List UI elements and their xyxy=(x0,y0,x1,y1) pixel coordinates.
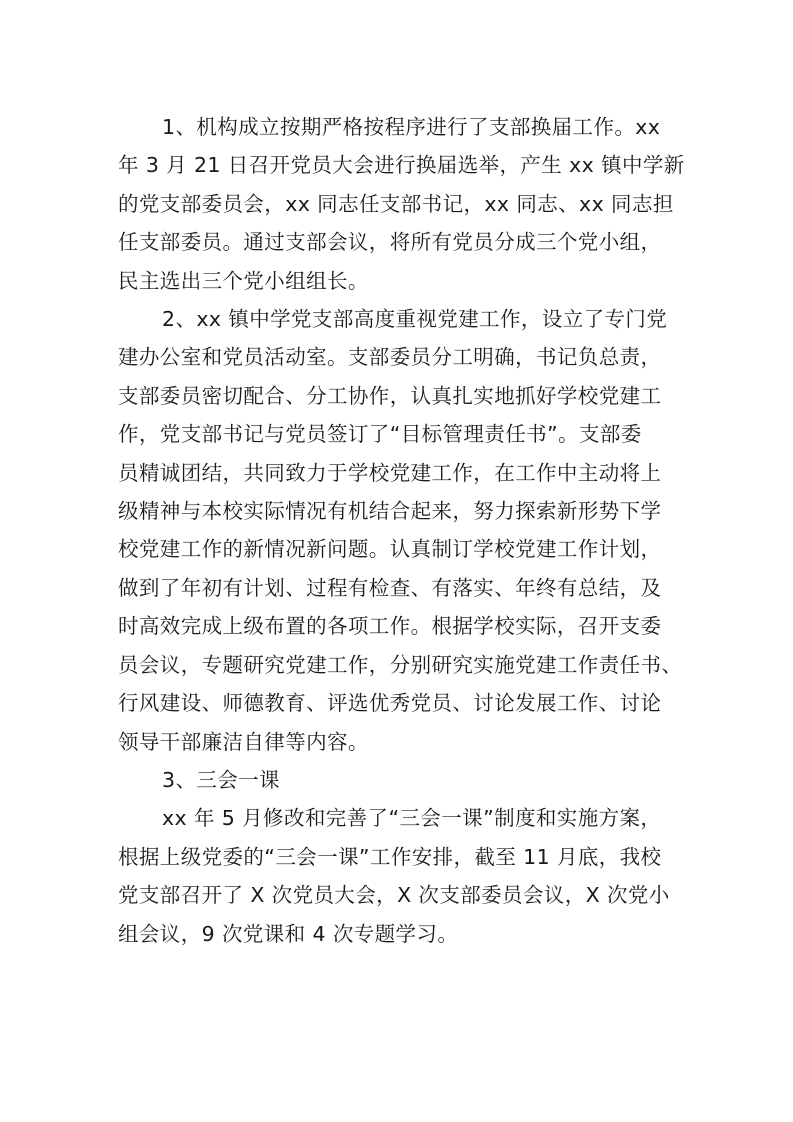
paragraph-three-meetings xyxy=(118,799,690,953)
text-line: 校党建工作的新情况新问题。认真制订学校党建工作计划， xyxy=(118,537,662,562)
text-line: 任支部委员。通过支部会议，将所有党员分成三个党小组， xyxy=(118,230,662,255)
text-line: 2、xx 镇中学党支部高度重视党建工作，设立了专门党 xyxy=(162,307,668,332)
document-body xyxy=(118,108,690,953)
text-line: 党支部召开了 X 次党员大会，X 次支部委员会议，X 次党小 xyxy=(118,883,670,908)
text-line: 作，党支部书记与党员签订了“目标管理责任书”。支部委 xyxy=(118,422,642,447)
text-line: 员精诚团结，共同致力于学校党建工作，在工作中主动将上 xyxy=(118,460,662,485)
text-line: 1、机构成立按期严格按程序进行了支部换届工作。xx xyxy=(162,115,661,139)
paragraph-organization xyxy=(118,108,690,300)
text-line: 做到了年初有计划、过程有检查、有落实、年终有总结，及 xyxy=(118,575,662,600)
text-line: 支部委员密切配合、分工协作，认真扎实地抓好学校党建工 xyxy=(118,383,662,408)
text-line: 民主选出三个党小组组长。 xyxy=(118,268,369,293)
text-line: 领导干部廉洁自律等内容。 xyxy=(118,729,369,754)
paragraph-party-building xyxy=(118,300,690,761)
text-line: xx 年 5 月修改和完善了“三会一课”制度和实施方案， xyxy=(162,806,662,831)
text-line: 年 3 月 21 日召开党员大会进行换届选举，产生 xx 镇中学新 xyxy=(118,153,685,178)
heading-line: 3、三会一课 xyxy=(162,767,280,792)
section-heading-three-meetings xyxy=(118,761,690,799)
text-line: 根据上级党委的“三会一课”工作安排，截至 11 月底，我校 xyxy=(118,844,662,869)
text-line: 员会议，专题研究党建工作，分别研究实施党建工作责任书、 xyxy=(118,652,683,677)
text-line: 级精神与本校实际情况有机结合起来，努力探索新形势下学 xyxy=(118,499,662,524)
text-line: 的党支部委员会，xx 同志任支部书记，xx 同志、xx 同志担 xyxy=(118,191,674,216)
text-line: 组会议，9 次党课和 4 次专题学习。 xyxy=(118,921,459,946)
text-line: 时高效完成上级布置的各项工作。根据学校实际，召开支委 xyxy=(118,614,662,639)
text-line: 行风建设、师德教育、评选优秀党员、讨论发展工作、讨论 xyxy=(118,691,662,716)
text-line: 建办公室和党员活动室。支部委员分工明确，书记负总责， xyxy=(118,345,662,370)
